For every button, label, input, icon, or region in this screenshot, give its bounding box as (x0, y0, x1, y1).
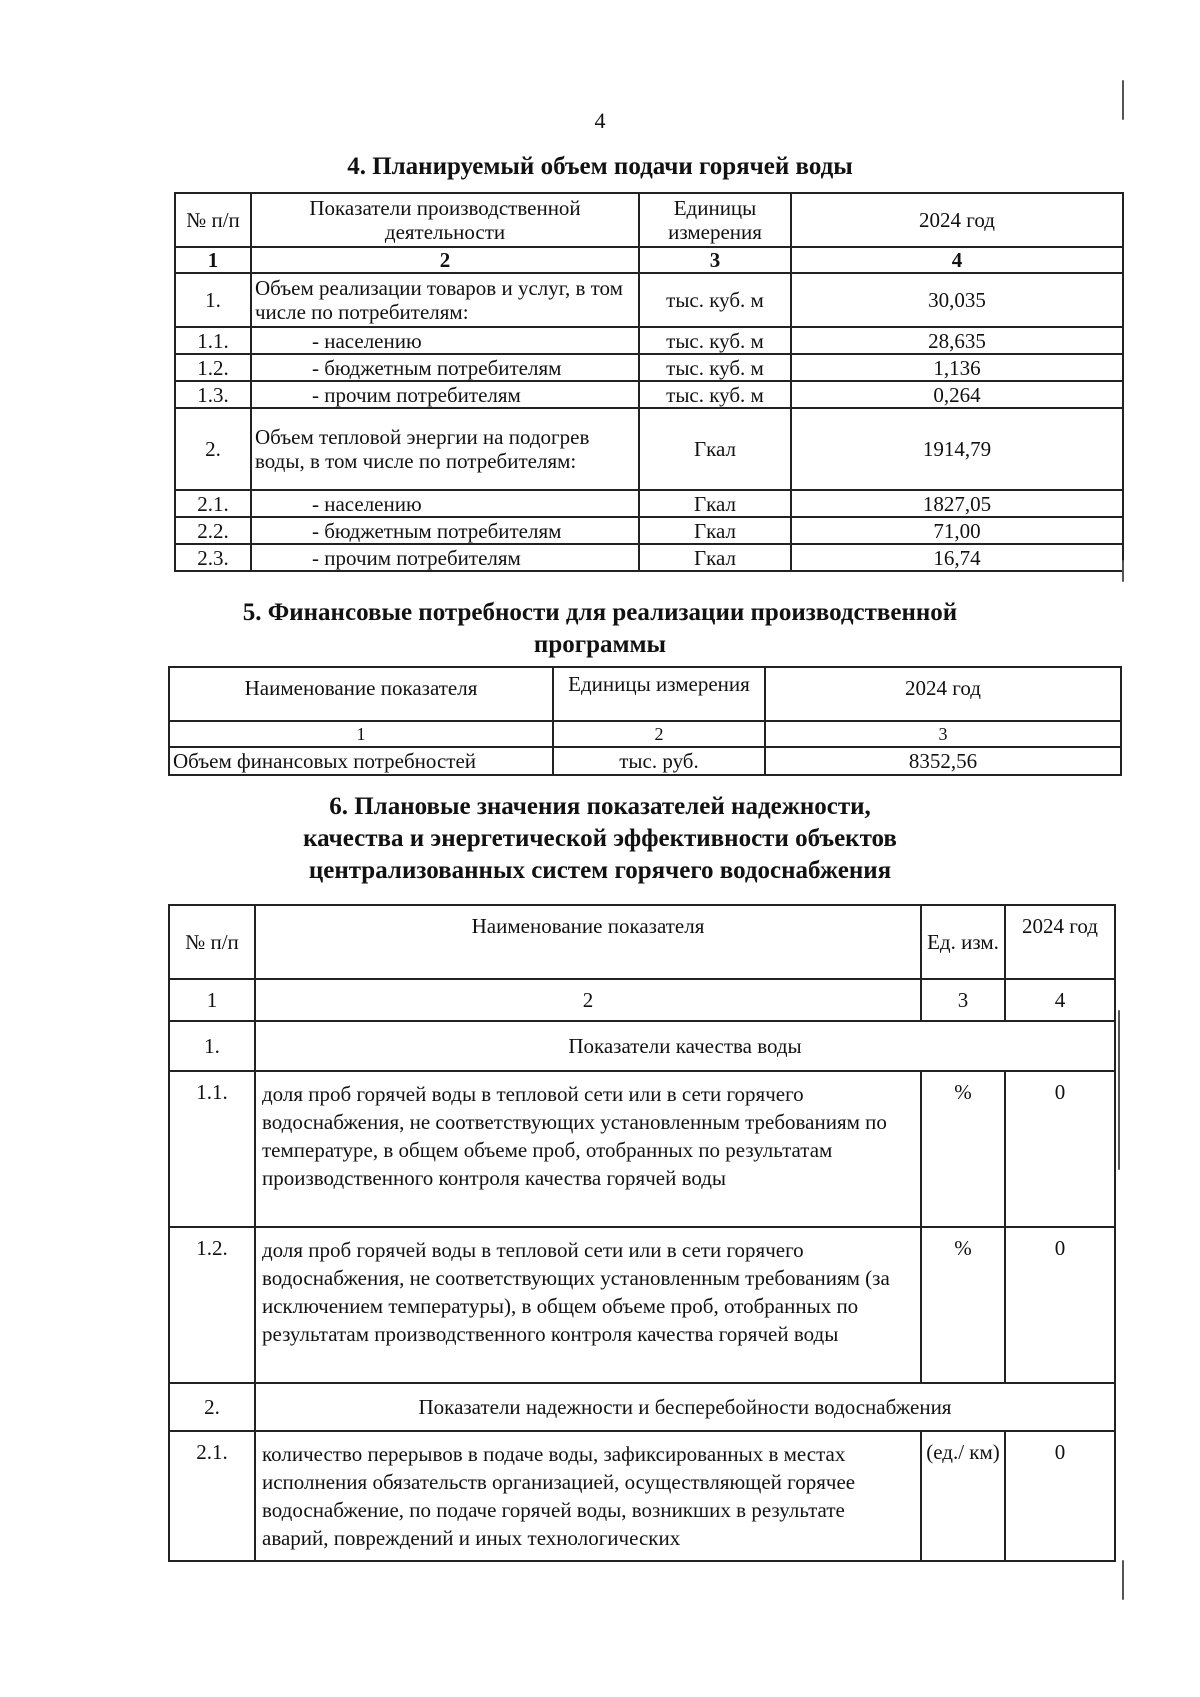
section6-table (168, 904, 1116, 1562)
table-row (175, 408, 1123, 490)
row-name: - бюджетным потребителям (251, 354, 639, 381)
row-value: 71,00 (791, 517, 1123, 544)
row-value: 8352,56 (765, 747, 1121, 775)
group-row (169, 1383, 1115, 1431)
row-unit: тыс. куб. м (639, 354, 791, 381)
group-title: Показатели надежности и бесперебойности водоснабжения (255, 1383, 1115, 1431)
table-row (175, 517, 1123, 544)
row-value: 30,035 (791, 273, 1123, 327)
group-num: 2. (169, 1383, 255, 1431)
row-unit: Гкал (639, 408, 791, 490)
table-index-row (169, 721, 1121, 747)
index-cell: 1 (169, 721, 553, 747)
table-row (175, 381, 1123, 408)
row-num: 1.2. (169, 1227, 255, 1383)
index-cell: 2 (255, 979, 921, 1021)
scan-speck (1122, 1560, 1124, 1600)
index-cell: 2 (251, 247, 639, 273)
group-row (169, 1021, 1115, 1071)
row-name: - бюджетным потребителям (251, 517, 639, 544)
row-num: 1.3. (175, 381, 251, 408)
row-value: 0 (1005, 1227, 1115, 1383)
row-unit: тыс. руб. (553, 747, 765, 775)
row-value: 1,136 (791, 354, 1123, 381)
table-row (175, 327, 1123, 354)
index-cell: 4 (1005, 979, 1115, 1021)
section6-title-line2: качества и энергетической эффективности объектов (303, 825, 897, 852)
section4-title: 4. Планируемый объем подачи горячей воды (347, 153, 853, 180)
header-indicator: Наименование показателя (169, 667, 553, 721)
row-text: доля проб горячей воды в тепловой сети или в сети горячего водоснабжения, не соответствующих установленным требованиям (за исключением температуры), в общем объеме проб, отобранных по результатам производственного контроля качества горячей воды (255, 1227, 921, 1383)
table-row (169, 1431, 1115, 1561)
row-unit: % (921, 1071, 1005, 1227)
index-cell: 1 (169, 979, 255, 1021)
row-num: 2.1. (175, 490, 251, 517)
row-name: Объем финансовых потребностей (169, 747, 553, 775)
row-unit: Гкал (639, 544, 791, 571)
row-value: 0 (1005, 1071, 1115, 1227)
group-title: Показатели качества воды (255, 1021, 1115, 1071)
table-row (175, 544, 1123, 571)
scan-speck (1118, 1010, 1120, 1170)
scan-speck (1122, 80, 1124, 120)
section5-title-line2: программы (533, 631, 667, 658)
header-unit: Единицы измерения (639, 193, 791, 247)
header-num: № п/п (175, 193, 251, 247)
header-unit: Единицы измерения (553, 667, 765, 721)
row-num: 2. (175, 408, 251, 490)
row-value: 0 (1005, 1431, 1115, 1561)
row-unit: Гкал (639, 490, 791, 517)
row-name: - населению (251, 327, 639, 354)
index-cell: 4 (791, 247, 1123, 273)
row-num: 2.3. (175, 544, 251, 571)
row-name: - прочим потребителям (251, 544, 639, 571)
index-cell: 2 (553, 721, 765, 747)
row-value: 28,635 (791, 327, 1123, 354)
row-num: 1.1. (175, 327, 251, 354)
index-cell: 1 (175, 247, 251, 273)
table-row (169, 747, 1121, 775)
table-row (169, 1227, 1115, 1383)
table-index-row (169, 979, 1115, 1021)
row-name: - прочим потребителям (251, 381, 639, 408)
row-num: 1.2. (175, 354, 251, 381)
scan-speck (1122, 560, 1124, 582)
row-text: доля проб горячей воды в тепловой сети или в сети горячего водоснабжения, не соответствующих установленным требованиям по температуре, в общем объеме проб, отобранных по результатам производственного контроля качества горячей воды (255, 1071, 921, 1227)
table-header-row (175, 193, 1123, 247)
header-indicator: Показатели производственной деятельности (251, 193, 639, 247)
section6-title-line1: 6. Плановые значения показателей надежности, (329, 793, 871, 820)
row-unit: тыс. куб. м (639, 273, 791, 327)
page-number: 4 (594, 108, 606, 133)
row-name: - населению (251, 490, 639, 517)
table-row (175, 273, 1123, 327)
row-value: 16,74 (791, 544, 1123, 571)
row-unit: тыс. куб. м (639, 327, 791, 354)
header-year: 2024 год (1005, 905, 1115, 979)
row-name: Объем реализации товаров и услуг, в том числе по потребителям: (251, 273, 639, 327)
index-cell: 3 (921, 979, 1005, 1021)
row-value: 1827,05 (791, 490, 1123, 517)
row-name: Объем тепловой энергии на подогрев воды, в том числе по потребителям: (251, 408, 639, 490)
table-header-row (169, 667, 1121, 721)
row-value: 0,264 (791, 381, 1123, 408)
section5-table (168, 666, 1122, 776)
row-text: количество перерывов в подаче воды, зафиксированных в местах исполнения обязательств организацией, осуществляющей горячее водоснабжение, по подаче горячей воды, возникших в результате аварий, повреждений и иных технологических (255, 1431, 921, 1561)
index-cell: 3 (765, 721, 1121, 747)
row-num: 2.1. (169, 1431, 255, 1561)
table-row (175, 354, 1123, 381)
index-cell: 3 (639, 247, 791, 273)
header-year: 2024 год (791, 193, 1123, 247)
header-num: № п/п (169, 905, 255, 979)
table-row (175, 490, 1123, 517)
header-unit: Ед. изм. (921, 905, 1005, 979)
row-unit: Гкал (639, 517, 791, 544)
row-unit: % (921, 1227, 1005, 1383)
header-indicator: Наименование показателя (255, 905, 921, 979)
table-row (169, 1071, 1115, 1227)
row-num: 1.1. (169, 1071, 255, 1227)
table-index-row (175, 247, 1123, 273)
row-unit: (ед./ км) (921, 1431, 1005, 1561)
row-num: 2.2. (175, 517, 251, 544)
section6-title-line3: централизованных систем горячего водоснабжения (308, 857, 892, 884)
group-num: 1. (169, 1021, 255, 1071)
table-header-row (169, 905, 1115, 979)
header-year: 2024 год (765, 667, 1121, 721)
section4-table (174, 192, 1124, 572)
section5-title-line1: 5. Финансовые потребности для реализации производственной (242, 599, 958, 626)
row-unit: тыс. куб. м (639, 381, 791, 408)
row-value: 1914,79 (791, 408, 1123, 490)
row-num: 1. (175, 273, 251, 327)
